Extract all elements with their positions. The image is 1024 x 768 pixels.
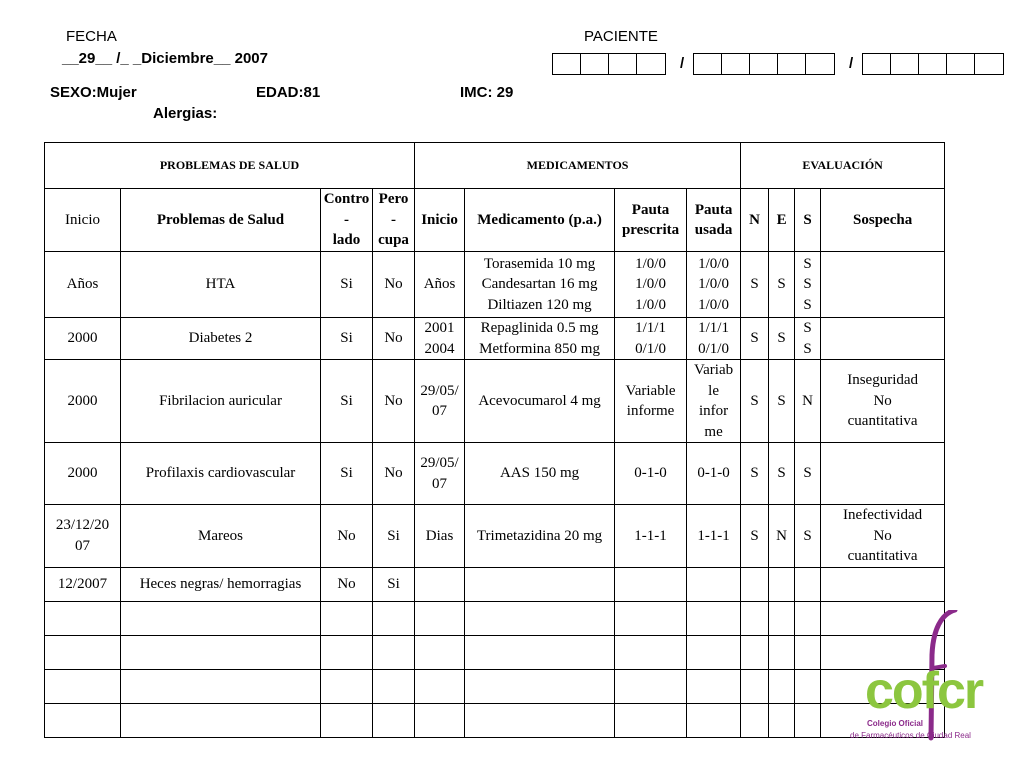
- cell-pauta-usada[interactable]: 1/0/0 1/0/0 1/0/0: [687, 252, 741, 318]
- cell-inicio-med[interactable]: [415, 669, 465, 703]
- col-pauta-usada: Pauta usada: [687, 189, 741, 252]
- cell-medicamento[interactable]: [465, 703, 615, 737]
- cell-inicio[interactable]: 2000: [45, 318, 121, 360]
- cell-preocupa[interactable]: Si: [373, 505, 415, 568]
- col-inicio-med: Inicio: [415, 189, 465, 252]
- cell-n[interactable]: S: [741, 505, 769, 568]
- cell-e[interactable]: S: [769, 318, 795, 360]
- cell-problema[interactable]: [121, 601, 321, 635]
- cell-s[interactable]: S: [795, 443, 821, 505]
- cell-problema[interactable]: Mareos: [121, 505, 321, 568]
- cell-e[interactable]: S: [769, 443, 795, 505]
- table-row: [45, 505, 945, 568]
- cell-e[interactable]: S: [769, 252, 795, 318]
- cell-n[interactable]: S: [741, 252, 769, 318]
- cell-pauta-prescrita[interactable]: [615, 669, 687, 703]
- cell-pauta-prescrita[interactable]: [615, 601, 687, 635]
- cell-n[interactable]: [741, 703, 769, 737]
- fecha-value: __29__ /_ _Diciembre__ 2007: [62, 50, 268, 67]
- cell-s[interactable]: S: [795, 505, 821, 568]
- table-row: [45, 669, 945, 703]
- cell-inicio-med[interactable]: 29/05/ 07: [415, 443, 465, 505]
- cell-pauta-prescrita[interactable]: Variable informe: [615, 360, 687, 443]
- table-row: [45, 252, 945, 318]
- patient-id-field-2[interactable]: [693, 53, 835, 75]
- section-problemas: PROBLEMAS DE SALUD: [45, 143, 415, 189]
- table-row: [45, 635, 945, 669]
- cell-e[interactable]: [769, 567, 795, 601]
- alergias-field: Alergias:: [153, 105, 218, 122]
- patient-id-field-1[interactable]: [552, 53, 666, 75]
- cell-e[interactable]: [769, 635, 795, 669]
- cell-preocupa[interactable]: [373, 601, 415, 635]
- cell-n[interactable]: [741, 601, 769, 635]
- col-medicamento: Medicamento (p.a.): [465, 189, 615, 252]
- logo-line-2: de Farmacéuticos de Ciudad Real: [850, 731, 971, 740]
- table-row: [45, 703, 945, 737]
- col-controlado: Contro - lado: [321, 189, 373, 252]
- cell-s[interactable]: [795, 635, 821, 669]
- cell-inicio-med[interactable]: [415, 635, 465, 669]
- cell-n[interactable]: [741, 567, 769, 601]
- cell-inicio[interactable]: [45, 601, 121, 635]
- cell-preocupa[interactable]: [373, 635, 415, 669]
- cell-inicio[interactable]: 12/2007: [45, 567, 121, 601]
- cell-medicamento[interactable]: [465, 601, 615, 635]
- cell-problema[interactable]: Fibrilacion auricular: [121, 360, 321, 443]
- logo-line-1: Colegio Oficial: [867, 719, 924, 728]
- cell-controlado[interactable]: Si: [321, 252, 373, 318]
- table-body: [45, 252, 945, 738]
- cell-pauta-usada[interactable]: [687, 601, 741, 635]
- cell-pauta-usada[interactable]: Variab le infor me: [687, 360, 741, 443]
- col-n: N: [741, 189, 769, 252]
- cell-s[interactable]: [795, 567, 821, 601]
- cell-e[interactable]: S: [769, 360, 795, 443]
- logo-text: cofcr: [865, 662, 983, 720]
- fecha-label: FECHA: [66, 28, 117, 45]
- cell-sospecha[interactable]: Inefectividad No cuantitativa: [821, 505, 945, 568]
- cell-problema[interactable]: Heces negras/ hemorragias: [121, 567, 321, 601]
- cell-inicio[interactable]: [45, 669, 121, 703]
- cell-sospecha[interactable]: [821, 567, 945, 601]
- cell-controlado[interactable]: [321, 601, 373, 635]
- cell-pauta-prescrita[interactable]: 1/1/1 0/1/0: [615, 318, 687, 360]
- table-row: [45, 601, 945, 635]
- section-evaluacion: EVALUACIÓN: [741, 143, 945, 189]
- cell-n[interactable]: S: [741, 360, 769, 443]
- cell-inicio[interactable]: 23/12/20 07: [45, 505, 121, 568]
- cell-controlado[interactable]: No: [321, 567, 373, 601]
- cell-n[interactable]: [741, 635, 769, 669]
- cell-s[interactable]: [795, 601, 821, 635]
- cell-controlado[interactable]: [321, 635, 373, 669]
- cell-medicamento[interactable]: Torasemida 10 mg Candesartan 16 mg Diltiazen 120 mg: [465, 252, 615, 318]
- cofcr-logo: [845, 610, 1005, 745]
- id-separator-2: /: [849, 55, 854, 72]
- cell-problema[interactable]: [121, 669, 321, 703]
- cell-n[interactable]: [741, 669, 769, 703]
- col-inicio: Inicio: [45, 189, 121, 252]
- cell-pauta-usada[interactable]: 1-1-1: [687, 505, 741, 568]
- table-row: [45, 360, 945, 443]
- cell-inicio[interactable]: [45, 703, 121, 737]
- health-problems-table: [44, 142, 945, 738]
- col-preocupa: Pero - cupa: [373, 189, 415, 252]
- cell-problema[interactable]: HTA: [121, 252, 321, 318]
- cell-preocupa[interactable]: [373, 703, 415, 737]
- cell-medicamento[interactable]: Acevocumarol 4 mg: [465, 360, 615, 443]
- cell-inicio[interactable]: 2000: [45, 443, 121, 505]
- cell-inicio-med[interactable]: 2001 2004: [415, 318, 465, 360]
- cell-inicio-med[interactable]: Dias: [415, 505, 465, 568]
- cell-preocupa[interactable]: Si: [373, 567, 415, 601]
- cell-pauta-usada[interactable]: [687, 703, 741, 737]
- col-s: S: [795, 189, 821, 252]
- col-pauta-prescrita: Pauta prescrita: [615, 189, 687, 252]
- cell-sospecha[interactable]: [821, 318, 945, 360]
- cell-s[interactable]: N: [795, 360, 821, 443]
- cell-medicamento[interactable]: Trimetazidina 20 mg: [465, 505, 615, 568]
- col-e: E: [769, 189, 795, 252]
- paciente-label: PACIENTE: [584, 28, 658, 45]
- id-separator-1: /: [680, 55, 685, 72]
- cell-preocupa[interactable]: No: [373, 443, 415, 505]
- cell-controlado[interactable]: [321, 669, 373, 703]
- patient-id-field-3[interactable]: [862, 53, 1004, 75]
- cell-pauta-prescrita[interactable]: [615, 703, 687, 737]
- cell-pauta-usada[interactable]: [687, 635, 741, 669]
- cell-pauta-prescrita[interactable]: 0-1-0: [615, 443, 687, 505]
- cell-preocupa[interactable]: No: [373, 252, 415, 318]
- cell-s[interactable]: S S: [795, 318, 821, 360]
- cell-n[interactable]: S: [741, 318, 769, 360]
- cell-pauta-prescrita[interactable]: 1/0/0 1/0/0 1/0/0: [615, 252, 687, 318]
- cell-pauta-usada[interactable]: 1/1/1 0/1/0: [687, 318, 741, 360]
- cell-controlado[interactable]: Si: [321, 360, 373, 443]
- cell-s[interactable]: [795, 703, 821, 737]
- cell-s[interactable]: [795, 669, 821, 703]
- cell-problema[interactable]: Diabetes 2: [121, 318, 321, 360]
- cell-medicamento[interactable]: Repaglinida 0.5 mg Metformina 850 mg: [465, 318, 615, 360]
- cell-medicamento[interactable]: [465, 635, 615, 669]
- cell-medicamento[interactable]: [465, 669, 615, 703]
- cell-pauta-prescrita[interactable]: [615, 567, 687, 601]
- cell-pauta-usada[interactable]: [687, 669, 741, 703]
- cell-preocupa[interactable]: No: [373, 318, 415, 360]
- cell-problema[interactable]: [121, 635, 321, 669]
- cell-preocupa[interactable]: No: [373, 360, 415, 443]
- section-header-row: [45, 143, 945, 189]
- cell-inicio[interactable]: 2000: [45, 360, 121, 443]
- cell-pauta-prescrita[interactable]: [615, 635, 687, 669]
- cell-e[interactable]: [769, 601, 795, 635]
- cell-e[interactable]: [769, 703, 795, 737]
- cell-n[interactable]: S: [741, 443, 769, 505]
- cell-medicamento[interactable]: AAS 150 mg: [465, 443, 615, 505]
- cell-e[interactable]: [769, 669, 795, 703]
- col-sospecha: Sospecha: [821, 189, 945, 252]
- cell-pauta-prescrita[interactable]: 1-1-1: [615, 505, 687, 568]
- cell-inicio-med[interactable]: [415, 703, 465, 737]
- cell-pauta-usada[interactable]: [687, 567, 741, 601]
- cell-sospecha[interactable]: Inseguridad No cuantitativa: [821, 360, 945, 443]
- cell-problema[interactable]: Profilaxis cardiovascular: [121, 443, 321, 505]
- cell-inicio-med[interactable]: 29/05/ 07: [415, 360, 465, 443]
- section-medicamentos: MEDICAMENTOS: [415, 143, 741, 189]
- cell-controlado[interactable]: Si: [321, 318, 373, 360]
- cell-inicio-med[interactable]: [415, 601, 465, 635]
- cell-preocupa[interactable]: [373, 669, 415, 703]
- cell-medicamento[interactable]: [465, 567, 615, 601]
- cell-sospecha[interactable]: [821, 252, 945, 318]
- cell-controlado[interactable]: Si: [321, 443, 373, 505]
- imc-field: IMC: 29: [460, 84, 514, 101]
- cell-pauta-usada[interactable]: 0-1-0: [687, 443, 741, 505]
- cell-controlado[interactable]: No: [321, 505, 373, 568]
- edad-field: EDAD:81: [256, 84, 321, 101]
- table-row: [45, 567, 945, 601]
- cell-inicio-med[interactable]: [415, 567, 465, 601]
- table-row: [45, 318, 945, 360]
- cell-s[interactable]: S S S: [795, 252, 821, 318]
- cell-problema[interactable]: [121, 703, 321, 737]
- cell-inicio-med[interactable]: Años: [415, 252, 465, 318]
- cell-sospecha[interactable]: [821, 443, 945, 505]
- table-row: [45, 443, 945, 505]
- cell-controlado[interactable]: [321, 703, 373, 737]
- cell-e[interactable]: N: [769, 505, 795, 568]
- column-header-row: [45, 189, 945, 252]
- cell-inicio[interactable]: Años: [45, 252, 121, 318]
- cell-inicio[interactable]: [45, 635, 121, 669]
- sexo-field: SEXO:Mujer: [50, 84, 137, 101]
- col-problemas: Problemas de Salud: [121, 189, 321, 252]
